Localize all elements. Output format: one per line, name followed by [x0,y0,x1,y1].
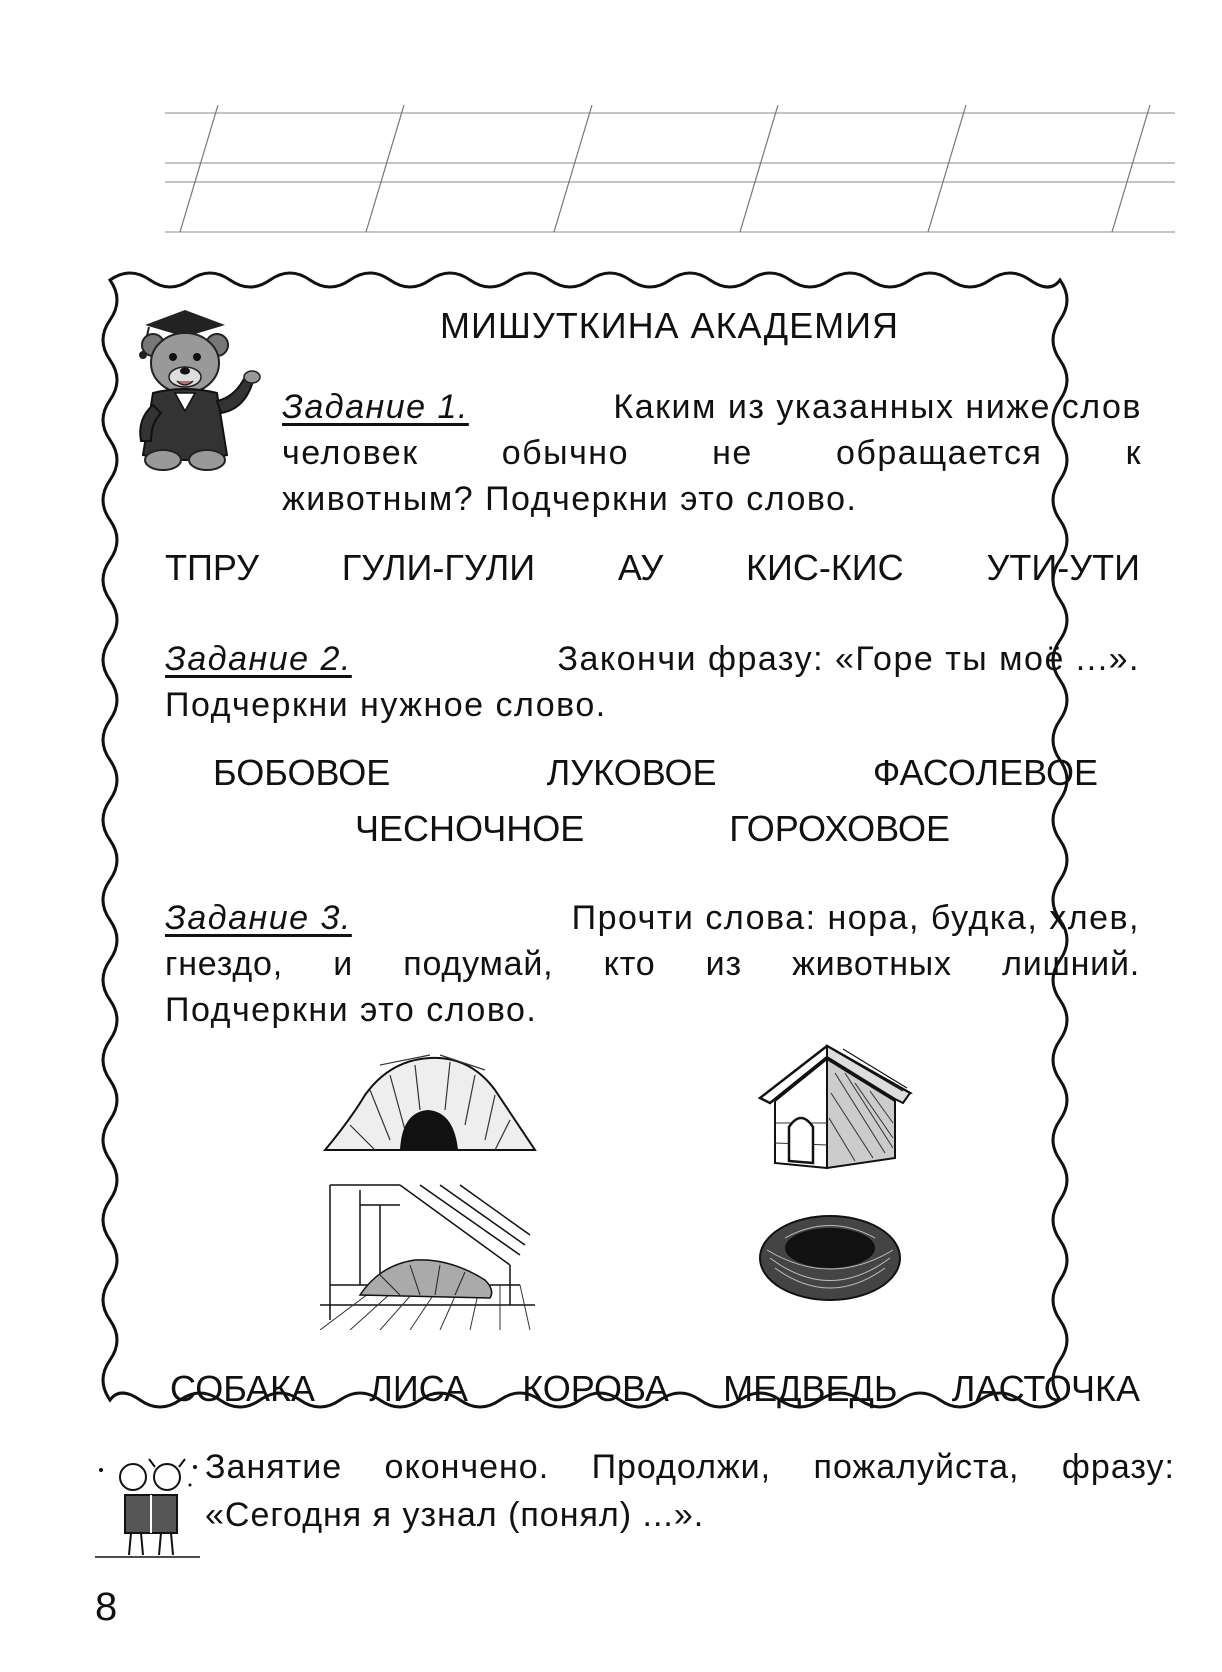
task-3-words [170,1368,1140,1410]
task-2-label: Задание 2. [165,640,352,678]
word-sobaka[interactable]: СОБАКА [170,1368,316,1409]
word-korova[interactable]: КОРОВА [522,1368,669,1409]
task-2-words-row-1 [213,752,1098,794]
nest-icon [755,1208,905,1308]
word-chesnochnoe[interactable]: ЧЕСНОЧНОЕ [355,808,585,849]
task-1-line-1: Каким из указанных ниже слов [613,388,1142,426]
burrow-icon [320,1050,540,1160]
kids-reading-icon [95,1455,205,1560]
doghouse-icon [755,1043,915,1173]
task-3-text [165,895,1140,1033]
academy-title: МИШУТКИНА АКАДЕМИЯ [440,305,900,346]
task-3-line-3: Подчеркни это слово. [165,991,538,1029]
word-tpru[interactable]: ТПРУ [165,547,259,588]
word-uti-uti[interactable]: УТИ-УТИ [986,547,1140,588]
task-3-line-2: гнездо, и подумай, кто из животных лишний. [165,945,1140,983]
task-1-text [282,384,1142,522]
word-guli-guli[interactable]: ГУЛИ-ГУЛИ [341,547,536,588]
task-1-line-2: человек обычно не обращается к [282,434,1142,472]
footer-line-2: «Сегодня я узнал (понял) ...». [205,1496,705,1534]
word-fasolevoe[interactable]: ФАСОЛЕВОЕ [872,752,1098,793]
word-bobovoe[interactable]: БОБОВОЕ [213,752,391,793]
bear-mascot-icon [125,305,265,475]
barn-icon [320,1180,540,1330]
task-3-label: Задание 3. [165,899,352,937]
task-2-line-2: Подчеркни нужное слово. [165,686,607,724]
word-lukovoe[interactable]: ЛУКОВОЕ [546,752,717,793]
task-1-line-3: животным? Подчеркни это слово. [282,480,858,518]
footer-text [205,1443,1175,1539]
task-3-line-1: Прочти слова: нора, будка, хлев, [571,899,1140,937]
footer-line-1: Занятие окончено. Продолжи, пожалуйста, фразу: [205,1448,1175,1486]
word-medved[interactable]: МЕДВЕДЬ [723,1368,898,1409]
task-2-line-1: Закончи фразу: «Горе ты моё ...». [557,640,1140,678]
task-1-label: Задание 1. [282,388,469,426]
task-2-text [165,636,1140,728]
task-1-words [165,547,1140,589]
word-lastochka[interactable]: ЛАСТОЧКА [951,1368,1140,1409]
word-gorohovoe[interactable]: ГОРОХОВОЕ [729,808,950,849]
word-lisa[interactable]: ЛИСА [369,1368,468,1409]
task-2-words-row-2 [355,808,950,850]
page-number: 8 [95,1585,118,1629]
word-kis-kis[interactable]: КИС-КИС [746,547,904,588]
word-au[interactable]: АУ [617,547,664,588]
